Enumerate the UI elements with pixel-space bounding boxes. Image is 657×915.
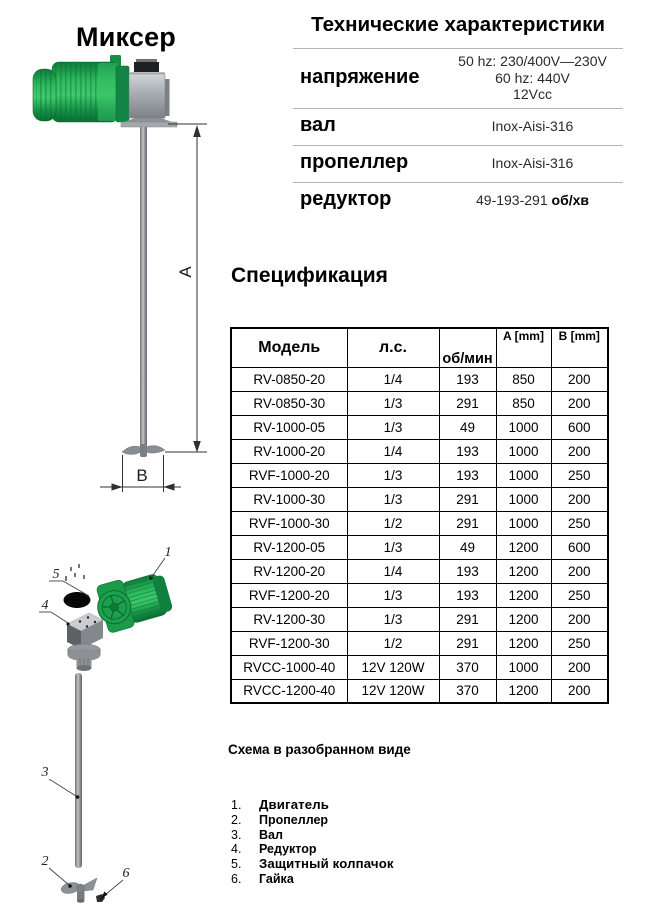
spec-table-row <box>231 367 608 391</box>
spec-table-cell: 600 <box>551 415 608 439</box>
tech-row-0 <box>293 48 623 108</box>
spec-table-cell: RV-1200-20 <box>231 559 347 583</box>
spec-table-cell: 1200 <box>496 607 551 631</box>
part-name: Вал <box>259 827 283 842</box>
spec-table-cell: RV-1200-05 <box>231 535 347 559</box>
spec-table-cell: 193 <box>439 367 496 391</box>
part-name: Пропеллер <box>259 812 329 827</box>
spec-table-cell: 1000 <box>496 487 551 511</box>
spec-table-cell: 1/3 <box>347 487 439 511</box>
part-list-item <box>231 872 394 887</box>
spec-table-cell: 1000 <box>496 415 551 439</box>
part-name: Двигатель <box>259 797 330 812</box>
page-title: Миксер <box>76 22 176 52</box>
exploded-view-title: Схема в разобранном виде <box>228 742 411 757</box>
spec-table-cell: 1200 <box>496 559 551 583</box>
parts-list <box>231 798 394 887</box>
tech-value: 50 hz: 230/400V—230V 60 hz: 440V 12Vcc <box>458 53 607 102</box>
spec-table-cell: 1000 <box>496 463 551 487</box>
spec-table-row <box>231 583 608 607</box>
callout-2: 2 <box>41 854 49 869</box>
tech-value: Inox-Aisi-316 <box>491 154 574 171</box>
spec-table-cell: 1/3 <box>347 415 439 439</box>
spec-header-row <box>231 328 608 367</box>
spec-table-cell: 200 <box>551 559 608 583</box>
spec-table-cell: 250 <box>551 463 608 487</box>
spec-table-cell: 370 <box>439 655 496 679</box>
spec-table-cell: 250 <box>551 583 608 607</box>
part-list-item <box>231 828 394 843</box>
mixer-gearbox-illustration <box>121 59 177 127</box>
spec-table-cell: 200 <box>551 607 608 631</box>
callout-6: 6 <box>122 866 130 881</box>
spec-table-row <box>231 391 608 415</box>
part-number: 2. <box>231 812 242 827</box>
spec-table-cell: 1200 <box>496 679 551 703</box>
spec-table-cell: 1200 <box>496 583 551 607</box>
tech-specs-rows <box>293 48 623 219</box>
part-list-item <box>231 798 394 813</box>
exploded-motor-illustration <box>92 568 175 635</box>
spec-table-row <box>231 439 608 463</box>
tech-row-1 <box>293 108 623 145</box>
part-name: Редуктор <box>259 842 317 857</box>
part-number: 1. <box>231 798 242 812</box>
spec-table-cell: 850 <box>496 367 551 391</box>
spec-table-cell: 1000 <box>496 655 551 679</box>
spec-table-cell: 1000 <box>496 439 551 463</box>
spec-table-cell: 250 <box>551 511 608 535</box>
spec-table-cell: 1000 <box>496 511 551 535</box>
tech-label: пропеллер <box>300 151 409 174</box>
spec-table-cell: 49 <box>439 535 496 559</box>
tech-label: вал <box>300 114 336 137</box>
spec-table-cell: 291 <box>439 511 496 535</box>
spec-table-cell: 291 <box>439 607 496 631</box>
callout-2-leader <box>49 868 69 885</box>
spec-table-cell: RV-0850-30 <box>231 391 347 415</box>
spec-table-cell: 200 <box>551 679 608 703</box>
callout-3-dot <box>76 795 80 799</box>
callout-1: 1 <box>164 545 172 560</box>
callout-5: 5 <box>52 567 60 582</box>
mixer-shaft <box>140 127 147 447</box>
part-list-item <box>231 857 394 872</box>
spec-table-cell: RVF-1200-20 <box>231 583 347 607</box>
callout-4-leader <box>39 612 68 623</box>
exploded-view-figure <box>0 533 232 915</box>
callout-3-leader <box>49 779 76 796</box>
spec-table-cell: RV-1000-05 <box>231 415 347 439</box>
dimension-b-label: B <box>136 466 148 485</box>
spec-table-cell: 200 <box>551 655 608 679</box>
callout-1-leader <box>151 558 165 578</box>
spec-table-row <box>231 511 608 535</box>
spec-table-row <box>231 607 608 631</box>
tech-value: 49-193-291 об/хв <box>476 191 589 208</box>
spec-table-cell: 200 <box>551 367 608 391</box>
part-list-item <box>231 842 394 857</box>
spec-title: Спецификация <box>231 264 388 287</box>
tech-specs-panel <box>293 4 623 219</box>
exploded-gearbox-illustration <box>67 613 103 671</box>
screws-illustration <box>66 564 84 581</box>
spec-table-row <box>231 655 608 679</box>
spec-table-cell: 200 <box>551 487 608 511</box>
spec-table-cell: 193 <box>439 463 496 487</box>
tech-row-2 <box>293 145 623 182</box>
callout-4: 4 <box>41 598 49 613</box>
spec-table-cell: 1/2 <box>347 511 439 535</box>
part-number: 5. <box>231 857 242 872</box>
spec-table-cell: RVF-1200-30 <box>231 631 347 655</box>
spec-table-cell: 370 <box>439 679 496 703</box>
part-name: Гайка <box>259 871 294 886</box>
part-number: 6. <box>231 871 242 886</box>
spec-table-row <box>231 535 608 559</box>
spec-table-cell: 193 <box>439 439 496 463</box>
spec-table-cell: 12V 120W <box>347 655 439 679</box>
mixer-propeller <box>122 444 165 457</box>
exploded-shaft <box>75 673 82 868</box>
spec-table-cell: 1/3 <box>347 463 439 487</box>
spec-table-cell: 193 <box>439 559 496 583</box>
spec-table-cell: 200 <box>551 391 608 415</box>
spec-table-body <box>231 367 608 703</box>
dimension-a-label: A <box>176 266 195 278</box>
spec-table-cell: 850 <box>496 391 551 415</box>
spec-table-cell: 1/3 <box>347 607 439 631</box>
tech-label: редуктор <box>300 188 392 211</box>
callout-6-leader <box>105 880 123 895</box>
spec-table-cell: 200 <box>551 439 608 463</box>
spec-table-cell: 1/4 <box>347 559 439 583</box>
callout-3: 3 <box>41 765 49 780</box>
tech-value: Inox-Aisi-316 <box>491 117 574 134</box>
tech-label: напряжение <box>300 66 420 89</box>
part-list-item <box>231 813 394 828</box>
part-number: 3. <box>231 827 242 842</box>
spec-table-cell: 1200 <box>496 631 551 655</box>
spec-table-cell: 193 <box>439 583 496 607</box>
spec-table-cell: 12V 120W <box>347 679 439 703</box>
mixer-figure <box>0 0 230 512</box>
spec-header-rpm: об/мин <box>439 328 496 367</box>
spec-table-cell: RV-1000-20 <box>231 439 347 463</box>
dimension-a <box>165 124 207 453</box>
spec-table-cell: 291 <box>439 391 496 415</box>
tech-specs-title: Технические характеристики <box>311 13 605 36</box>
spec-table-row <box>231 679 608 703</box>
spec-header-b-mm: B [mm] <box>551 328 608 367</box>
tech-row-3 <box>293 182 623 219</box>
spec-header-a-mm: A [mm] <box>496 328 551 367</box>
spec-table-cell: 1/4 <box>347 367 439 391</box>
mixer-motor-illustration <box>33 55 129 122</box>
spec-table-cell: 1/4 <box>347 439 439 463</box>
spec-table-cell: RVCC-1200-40 <box>231 679 347 703</box>
spec-table-row <box>231 463 608 487</box>
spec-header-hp: л.с. <box>347 328 439 367</box>
spec-table <box>230 327 609 704</box>
spec-table-cell: 49 <box>439 415 496 439</box>
spec-table-cell: 600 <box>551 535 608 559</box>
spec-table-cell: 1/3 <box>347 583 439 607</box>
spec-table-cell: 1/2 <box>347 631 439 655</box>
spec-table-cell: 291 <box>439 487 496 511</box>
spec-table-row <box>231 631 608 655</box>
spec-table-cell: 250 <box>551 631 608 655</box>
spec-table-row <box>231 415 608 439</box>
spec-table-row <box>231 559 608 583</box>
spec-table-cell: RV-1200-30 <box>231 607 347 631</box>
part-name: Защитный колпачок <box>259 856 394 872</box>
spec-table-cell: RVF-1000-30 <box>231 511 347 535</box>
spec-table-row <box>231 487 608 511</box>
spec-table-cell: 1200 <box>496 535 551 559</box>
spec-table-cell: 1/3 <box>347 535 439 559</box>
spec-table-cell: RV-1000-30 <box>231 487 347 511</box>
spec-table-cell: 1/3 <box>347 391 439 415</box>
part-number: 4. <box>231 842 242 857</box>
spec-table-cell: RVF-1000-20 <box>231 463 347 487</box>
spec-table-cell: RVCC-1000-40 <box>231 655 347 679</box>
spec-table-cell: RV-0850-20 <box>231 367 347 391</box>
spec-table-cell: 291 <box>439 631 496 655</box>
spec-header-model: Модель <box>231 328 347 367</box>
